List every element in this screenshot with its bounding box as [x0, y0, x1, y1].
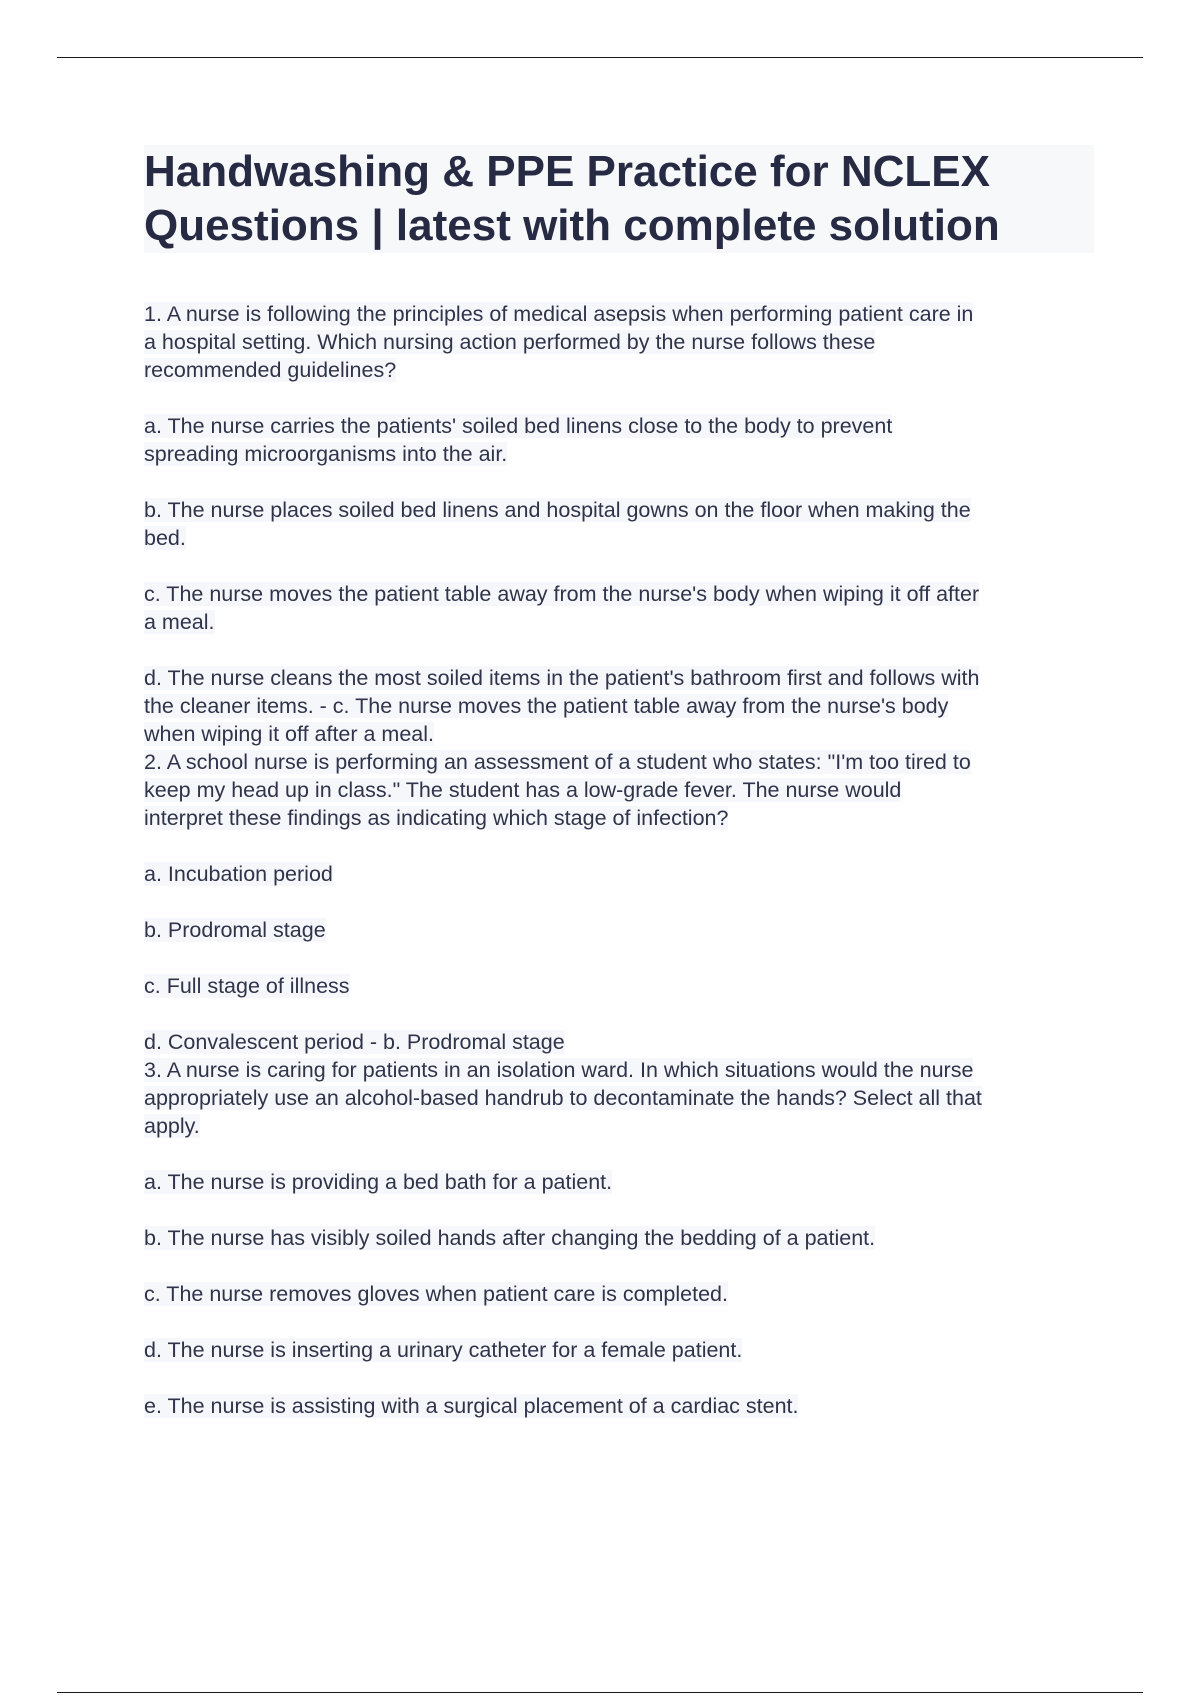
- text-line-content: d. Convalescent period - b. Prodromal stage: [144, 1030, 565, 1054]
- text-line: [144, 916, 1094, 944]
- text-line: [144, 580, 1094, 608]
- title-line-1: Handwashing & PPE Practice for NCLEX: [144, 147, 990, 196]
- text-line-content: 2. A school nurse is performing an assessment of a student who states: "I'm too tired to: [144, 750, 971, 774]
- text-line-content: interpret these findings as indicating which stage of infection?: [144, 806, 729, 830]
- bottom-rule: [57, 1692, 1143, 1693]
- title-line-2: Questions | latest with complete solution: [144, 201, 1000, 250]
- text-line: [144, 524, 1094, 552]
- text-line-content: appropriately use an alcohol-based handrub to decontaminate the hands? Select all that: [144, 1086, 982, 1110]
- text-line-content: a. The nurse is providing a bed bath for a patient.: [144, 1170, 613, 1194]
- paragraph-gap: [144, 1364, 1094, 1392]
- paragraph-gap: [144, 1000, 1094, 1028]
- text-line: [144, 1112, 1094, 1140]
- text-line: [144, 1336, 1094, 1364]
- text-line: [144, 720, 1094, 748]
- text-line: [144, 300, 1094, 328]
- paragraph-gap: [144, 384, 1094, 412]
- paragraph-gap: [144, 1252, 1094, 1280]
- text-line-content: b. The nurse places soiled bed linens and hospital gowns on the floor when making the: [144, 498, 971, 522]
- text-line-content: a hospital setting. Which nursing action performed by the nurse follows these: [144, 330, 876, 354]
- paragraph-gap: [144, 888, 1094, 916]
- text-line: [144, 608, 1094, 636]
- text-line-content: 3. A nurse is caring for patients in an isolation ward. In which situations would the nurse: [144, 1058, 974, 1082]
- text-line: [144, 496, 1094, 524]
- text-line-content: bed.: [144, 526, 186, 550]
- text-line-content: e. The nurse is assisting with a surgical placement of a cardiac stent.: [144, 1394, 799, 1418]
- text-line-content: d. The nurse cleans the most soiled items in the patient's bathroom first and follows with: [144, 666, 980, 690]
- paragraph-gap: [144, 552, 1094, 580]
- text-line-content: b. Prodromal stage: [144, 918, 326, 942]
- text-line: [144, 664, 1094, 692]
- text-line-content: c. The nurse moves the patient table away from the nurse's body when wiping it off after: [144, 582, 980, 606]
- paragraph-gap: [144, 1308, 1094, 1336]
- text-line: [144, 1028, 1094, 1056]
- text-line-content: a. The nurse carries the patients' soiled bed linens close to the body to prevent: [144, 414, 893, 438]
- text-line-content: 1. A nurse is following the principles of medical asepsis when performing patient care in: [144, 302, 974, 326]
- text-line: [144, 356, 1094, 384]
- text-line-content: c. The nurse removes gloves when patient care is completed.: [144, 1282, 728, 1306]
- paragraph-gap: [144, 1196, 1094, 1224]
- text-line: [144, 692, 1094, 720]
- paragraph-gap: [144, 636, 1094, 664]
- top-rule: [57, 57, 1143, 58]
- text-line-content: d. The nurse is inserting a urinary catheter for a female patient.: [144, 1338, 743, 1362]
- text-line: [144, 412, 1094, 440]
- text-line: [144, 1168, 1094, 1196]
- text-line: [144, 328, 1094, 356]
- text-line: [144, 804, 1094, 832]
- text-line: [144, 860, 1094, 888]
- text-line: [144, 1084, 1094, 1112]
- text-line: [144, 748, 1094, 776]
- text-line-content: a meal.: [144, 610, 215, 634]
- text-line-content: b. The nurse has visibly soiled hands after changing the bedding of a patient.: [144, 1226, 876, 1250]
- paragraph-gap: [144, 468, 1094, 496]
- text-line-content: keep my head up in class." The student has a low-grade fever. The nurse would: [144, 778, 902, 802]
- text-line-content: spreading microorganisms into the air.: [144, 442, 508, 466]
- text-line: [144, 1280, 1094, 1308]
- text-line: [144, 1224, 1094, 1252]
- text-line-content: recommended guidelines?: [144, 358, 397, 382]
- text-line-content: c. Full stage of illness: [144, 974, 350, 998]
- text-line: [144, 776, 1094, 804]
- text-line-content: when wiping it off after a meal.: [144, 722, 435, 746]
- text-line: [144, 1056, 1094, 1084]
- paragraph-gap: [144, 832, 1094, 860]
- text-line: [144, 440, 1094, 468]
- text-line: [144, 972, 1094, 1000]
- text-line: [144, 1392, 1094, 1420]
- paragraph-gap: [144, 1140, 1094, 1168]
- text-line-content: a. Incubation period: [144, 862, 333, 886]
- text-line-content: apply.: [144, 1114, 200, 1138]
- page-title: [144, 145, 1094, 253]
- document-body: [144, 300, 1094, 1420]
- text-line-content: the cleaner items. - c. The nurse moves the patient table away from the nurse's body: [144, 694, 949, 718]
- paragraph-gap: [144, 944, 1094, 972]
